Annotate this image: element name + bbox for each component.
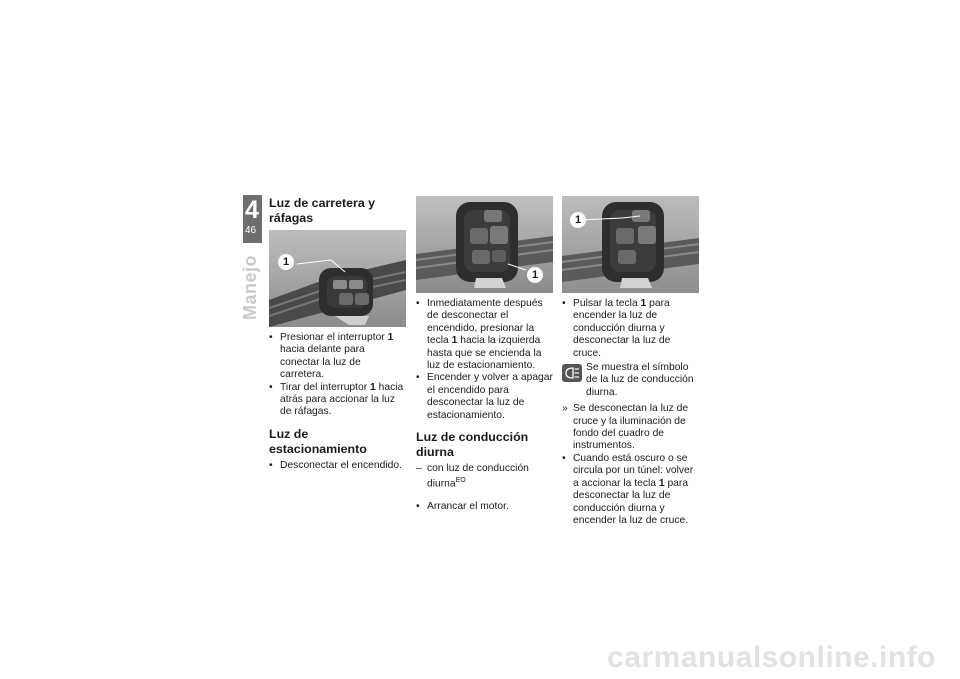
- daytime-running-light-icon: [562, 364, 582, 382]
- list-item: • Pulsar la tecla 1 para encender la luz de conducción diurna y desconectar la luz de cruce.: [562, 298, 671, 359]
- column-2: [416, 196, 554, 514]
- list-item: • Encender y volver a apagar el encendido para desconectar la luz de estacionamiento.: [416, 372, 553, 421]
- column-3: [562, 196, 700, 527]
- list-item: • Inmediatamente después de desconectar el encendido, presionar la tecla 1 hacia la izquierda hasta que se encienda la luz de estacionamiento.: [416, 298, 543, 372]
- indicator-note: Se muestra el símbolo de la luz de conducción diurna.: [562, 362, 700, 399]
- watermark: carmanualsonline.info: [607, 641, 936, 674]
- result-item: » Se desconectan la luz de cruce y la iluminación de fondo del cuadro de instrumentos.: [562, 403, 689, 452]
- page-number: 46: [245, 225, 257, 236]
- list-item: • Tirar del interruptor 1 hacia atrás para accionar la luz de ráfagas.: [269, 381, 404, 418]
- chapter-number: 4: [245, 196, 259, 224]
- section-side-label: Manejo: [240, 254, 260, 320]
- heading-parking-light: Luz de estacionamiento: [269, 426, 367, 456]
- list-item: • Cuando está oscuro o se circula por un túnel: volver a accionar la tecla 1 para desconectar la luz de conducción diurna y encender la luz de cruce.: [562, 452, 694, 526]
- photo-parking-light-switch: [416, 196, 553, 293]
- photo-callout-label: 1: [278, 254, 294, 270]
- photo-callout-label: 1: [527, 267, 543, 283]
- option-item: – con luz de conducción diurna$^{EO}$: [416, 463, 529, 490]
- heading-daytime-running-light: Luz de conducción diurna: [416, 430, 529, 460]
- list-item: • Desconectar el encendido.: [269, 459, 402, 471]
- heading-high-beam: Luz de carretera y ráfagas: [269, 196, 376, 225]
- photo-callout-label: 1: [570, 212, 586, 228]
- photo-high-beam-switch: [269, 230, 406, 327]
- list-item: • Presionar el interruptor 1 hacia delante para conectar la luz de carretera.: [269, 332, 394, 381]
- list-item: • Arrancar el motor.: [416, 501, 509, 513]
- column-1: [269, 196, 407, 472]
- photo-daytime-light-button: [562, 196, 699, 293]
